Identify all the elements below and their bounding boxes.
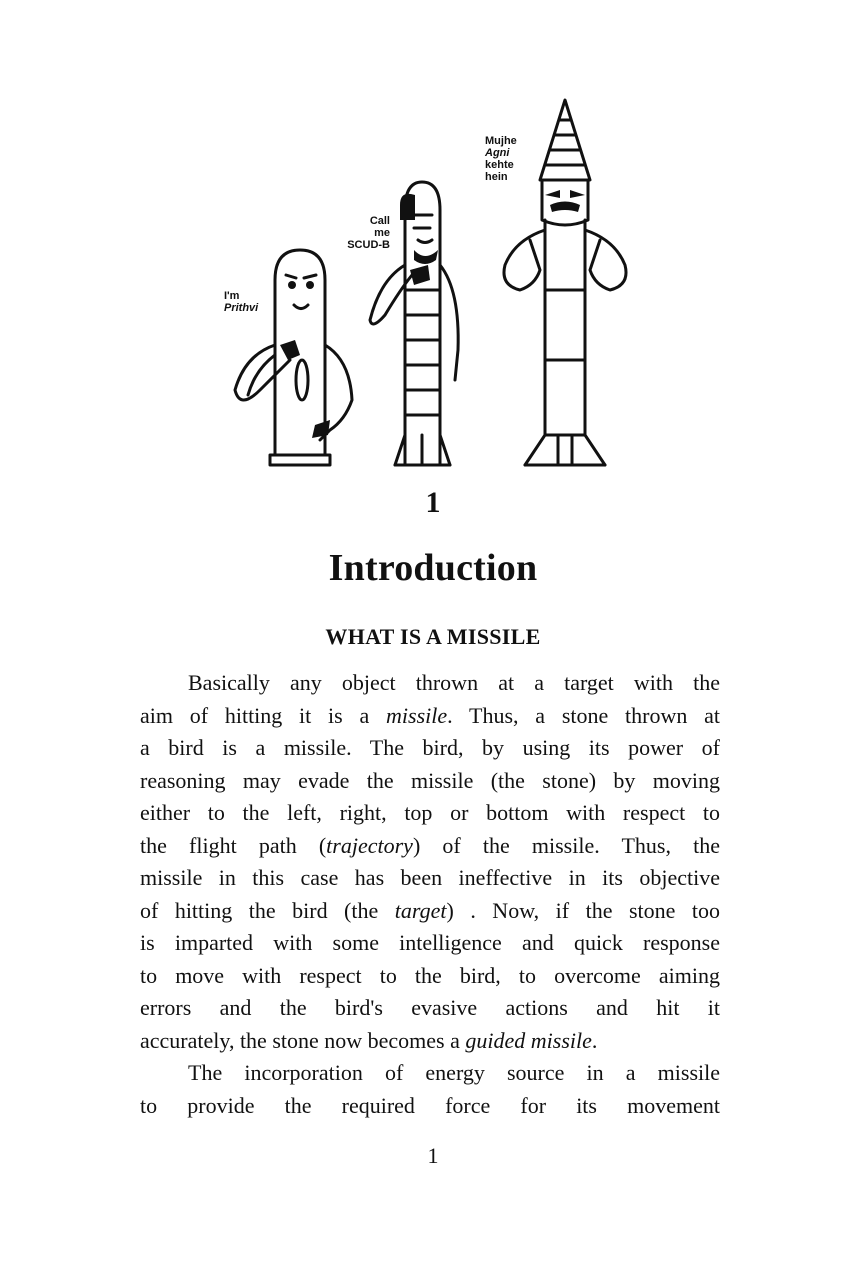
page-number: 1 bbox=[427, 1143, 439, 1168]
paragraph-what-is-a-missile bbox=[140, 667, 720, 1057]
missile-characters-illustration bbox=[200, 90, 660, 480]
prithvi-missile-figure bbox=[235, 250, 352, 465]
text-line: a bird is a missile. The bird, by using its power of bbox=[140, 735, 720, 760]
scud-caption-line: me bbox=[374, 227, 390, 239]
prithvi-caption-line: I'm bbox=[224, 290, 240, 302]
prithvi-caption-name: Prithvi bbox=[224, 302, 259, 314]
prithvi-caption bbox=[224, 290, 258, 314]
text-line: aim of hitting it is a missile. Thus, a stone thrown at bbox=[140, 702, 720, 728]
agni-caption bbox=[485, 135, 517, 183]
agni-missile-figure bbox=[504, 100, 626, 465]
chapter-title: Introduction bbox=[328, 547, 538, 589]
text-line: The incorporation of energy source in a missile bbox=[188, 1060, 720, 1085]
text-line: the flight path (trajectory) of the missile. Thus, the bbox=[140, 832, 720, 858]
text-line: to move with respect to the bird, to overcome aiming bbox=[140, 962, 720, 988]
text-line: Basically any object thrown at a target with the bbox=[188, 670, 720, 695]
text-line: missile in this case has been ineffective in its objective bbox=[140, 865, 720, 890]
text-line: accurately, the stone now becomes a guided missile. bbox=[140, 1027, 598, 1053]
text-line: reasoning may evade the missile (the stone) by moving bbox=[140, 767, 720, 793]
agni-caption-name: Agni bbox=[485, 147, 510, 159]
text-line: either to the left, right, top or bottom with respect to bbox=[140, 800, 720, 825]
scud-caption bbox=[330, 215, 390, 251]
scud-caption-line: Call bbox=[369, 215, 390, 227]
agni-caption-line: Mujhe bbox=[485, 135, 517, 147]
scud-caption-name: SCUD-B bbox=[347, 239, 390, 251]
agni-caption-line: kehte bbox=[485, 159, 514, 171]
text-line: errors and the bird's evasive actions and hit it bbox=[140, 995, 720, 1020]
text-line: is imparted with some intelligence and quick response bbox=[140, 930, 720, 955]
agni-caption-line: hein bbox=[485, 171, 508, 183]
section-heading: WHAT IS A MISSILE bbox=[325, 624, 541, 649]
text-line: of hitting the bird (the target) . Now, if the stone too bbox=[140, 897, 720, 923]
paragraph-energy-source bbox=[140, 1057, 720, 1122]
cartoon-missiles-drawing bbox=[200, 90, 660, 480]
text-line: to provide the required force for its movement bbox=[140, 1092, 720, 1118]
chapter-number: 1 bbox=[425, 486, 441, 519]
